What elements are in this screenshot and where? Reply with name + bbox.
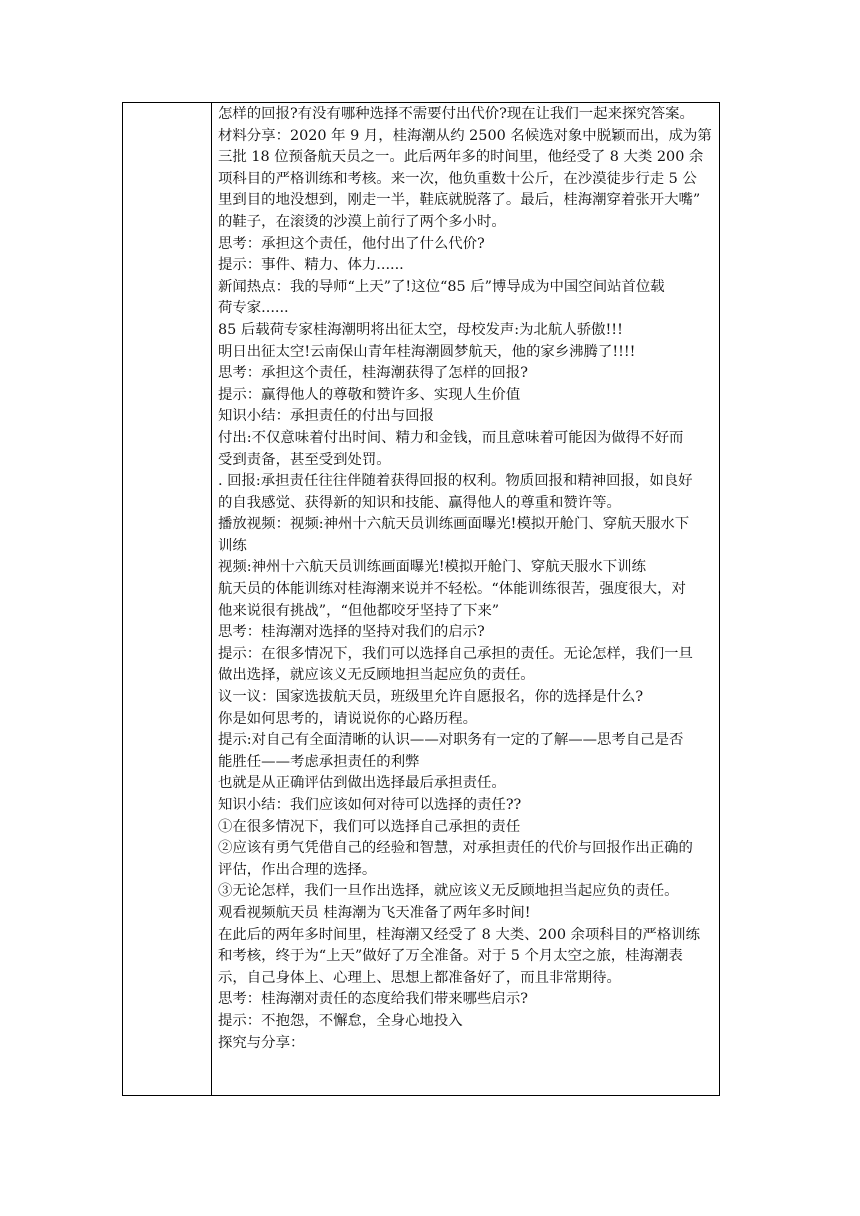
text-line: 材料分享：2020 年 9 月，桂海潮从约 2500 名候选对象中脱颖而出，成为第 <box>218 127 712 144</box>
text-line: 视频:神州十六航天员训练画面曝光!模拟开舱门、穿航天服水下训练 <box>218 559 646 576</box>
text-line: 做出选择，就应该义无反顾地担当起应负的责任。 <box>218 667 535 684</box>
text-line: 训练 <box>218 537 247 554</box>
text-line: . 回报:承担责任往往伴随着获得回报的权利。物质回报和精神回报，如良好 <box>218 473 693 490</box>
text-line: 在此后的两年多时间里，桂海潮又经受了 8 大类、200 余项科目的严格训练 <box>218 926 701 943</box>
text-line: 知识小结：我们应该如何对待可以选择的责任?? <box>218 797 522 813</box>
text-line: 提示:对自己有全面清晰的认识——对职务有一定的了解——思考自己是否 <box>218 732 684 749</box>
text-line: 提示：事件、精力、体力...... <box>218 257 404 274</box>
text-line: 三批 18 位预备航天员之一。此后两年多的时间里，他经受了 8 大类 200 余 <box>218 149 704 166</box>
text-line: 提示：不抱怨，不懈怠，全身心地投入 <box>218 1012 463 1029</box>
text-line: 知识小结：承担责任的付出与回报 <box>218 408 434 425</box>
text-line: 示，自己身体上、心理上、思想上都准备好了，而且非常期待。 <box>218 969 621 986</box>
text-line: 思考：桂海潮对选择的坚持对我们的启示? <box>218 624 485 641</box>
text-line: 的鞋子，在滚烫的沙漠上前行了两个多小时。 <box>218 213 506 230</box>
lesson-table <box>122 102 720 1096</box>
text-line: 播放视频：视频:神州十六航天员训练画面曝光!模拟开舱门、穿航天服水下 <box>218 516 690 533</box>
text-line: 能胜任——考虑承担责任的利弊 <box>218 753 420 770</box>
text-line: 85 后载荷专家桂海潮明将出征太空，母校发声:为北航人骄傲!!! <box>218 321 623 338</box>
text-line: 明日出征太空!云南保山青年桂海潮圆梦航天，他的家乡沸腾了!!!! <box>218 343 636 360</box>
text-line: ①在很多情况下，我们可以选择自己承担的责任 <box>218 818 521 835</box>
text-line: 提示：赢得他人的尊敬和赞许多、实现人生价值 <box>218 386 521 403</box>
text-line: 提示：在很多情况下，我们可以选择自己承担的责任。无论怎样，我们一旦 <box>218 645 693 662</box>
text-line: 和考核，终于为“上天”做好了万全准备。对于 5 个月太空之旅，桂海潮表 <box>218 948 683 965</box>
text-line: 你是如何思考的，请说说你的心路历程。 <box>218 710 478 727</box>
table-content-cell <box>212 103 719 1095</box>
text-line: 思考：桂海潮对责任的态度给我们带来哪些启示? <box>218 991 528 1008</box>
text-line: 评估，作出合理的选择。 <box>218 861 377 878</box>
text-line: ②应该有勇气凭借自己的经验和智慧，对承担责任的代价与回报作出正确的 <box>218 840 693 857</box>
text-line: 新闻热点：我的导师“上天”了!这位“85 后”博导成为中国空间站首位载 <box>218 278 665 295</box>
text-line: 议一议：国家选拔航天员，班级里允许自愿报名，你的选择是什么? <box>218 689 644 706</box>
text-line: 他来说很有挑战”，“但他都咬牙坚持了下来” <box>218 602 500 619</box>
text-line: ③无论怎样，我们一旦作出选择，就应该义无反顾地担当起应负的责任。 <box>218 883 679 900</box>
text-line: 也就是从正确评估到做出选择最后承担责任。 <box>218 775 506 792</box>
text-line: 怎样的回报?有没有哪种选择不需要付出代价?现在让我们一起来探究答案。 <box>218 106 694 122</box>
text-line: 里到目的地没想到，刚走一半，鞋底就脱落了。最后，桂海潮穿着张开大嘴” <box>218 192 701 209</box>
text-line: 项科目的严格训练和考核。来一次，他负重数十公斤，在沙漠徒步行走 5 公 <box>218 170 697 187</box>
text-line: 观看视频航天员 桂海潮为飞天准备了两年多时间! <box>218 904 531 921</box>
text-line: 荷专家...... <box>218 300 289 317</box>
text-line: 的自我感觉、获得新的知识和技能、赢得他人的尊重和赞许等。 <box>218 494 621 511</box>
text-line: 航天员的体能训练对桂海潮来说并不轻松。“体能训练很苦，强度很大，对 <box>218 581 686 598</box>
text-line: 受到责备，甚至受到处罚。 <box>218 451 391 468</box>
text-line: 探究与分享： <box>218 1034 305 1051</box>
text-line: 思考：承担这个责任，桂海潮获得了怎样的回报? <box>218 365 528 382</box>
content-text <box>218 104 716 1054</box>
table-left-cell <box>123 103 212 1095</box>
text-line: 思考：承担这个责任，他付出了什么代价? <box>218 235 485 252</box>
text-line: 付出:不仅意味着付出时间、精力和金钱，而且意味着可能因为做得不好而 <box>218 429 684 446</box>
